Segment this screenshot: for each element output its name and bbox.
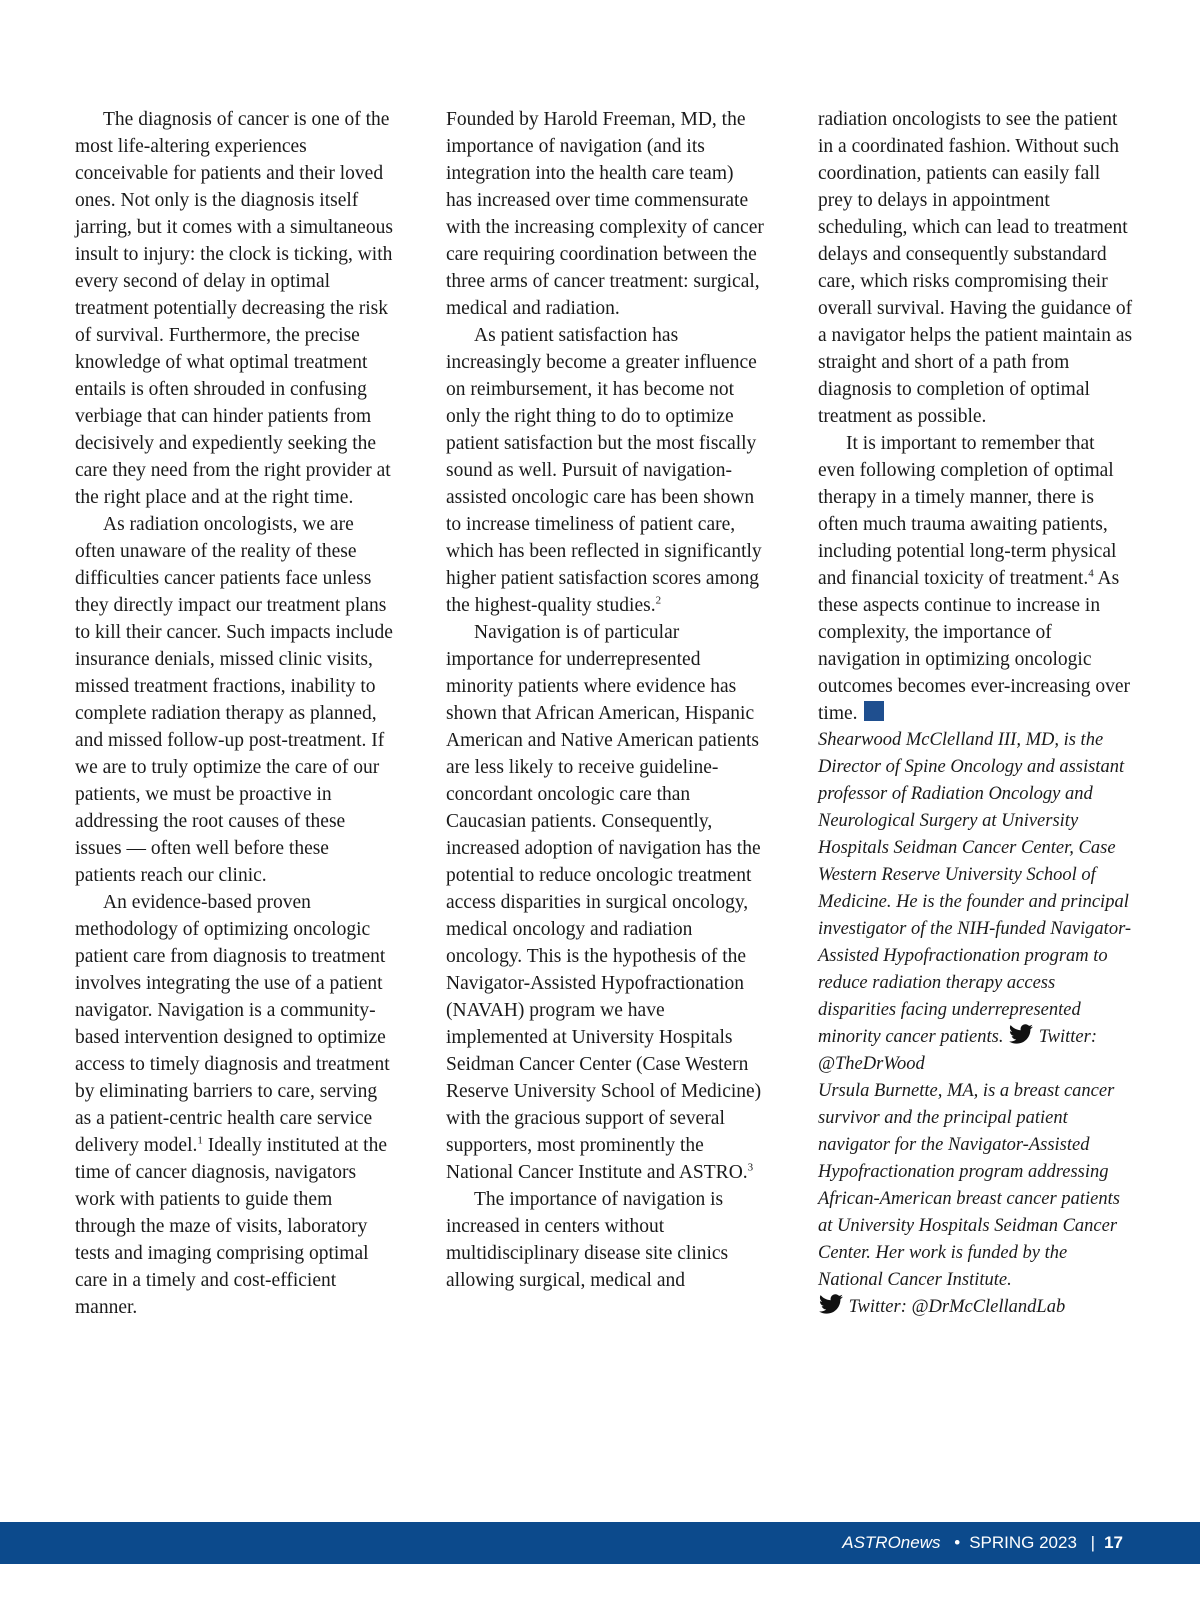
paragraph: As radiation oncologists, we are often unaware of the reality of these difficulties cancer patients face unless they directly impact our treatment plans to kill their cancer. Such impacts include insurance denials, missed clinic visits, missed treatment fractions, inability to complete radiation therapy as planned, and missed follow-up post-treatment. If we are to truly optimize the care of our patients, we must be proactive in addressing the root causes of these issues — often well before these patients reach our clinic.	[75, 514, 393, 886]
reference-number: 2	[655, 594, 662, 607]
paragraph-text: As patient satisfaction has increasingly become a greater influence on reimbursement, it has become not only the right thing to do to optimize patient satisfaction but the most fiscally sound as well. Pursuit of navigation-assisted oncologic care has been shown to increase timeliness of patient care, which has been reflected in significantly higher patient satisfaction scores among the highest-quality studies.	[446, 325, 762, 616]
paragraph: The importance of navigation is increased in centers without multidisciplinary disease site clinics allowing surgical, medical and	[446, 1189, 729, 1291]
astro-end-mark-icon	[864, 701, 884, 721]
twitter-handle[interactable]: Twitter: @DrMcClellandLab	[848, 1297, 1066, 1317]
footer-divider: |	[1090, 1533, 1096, 1552]
reference-number: 4	[1088, 567, 1094, 580]
issue-label: SPRING 2023	[969, 1533, 1077, 1552]
paragraph	[818, 430, 1136, 727]
reference-number: 3	[747, 1161, 754, 1174]
paragraph-text: An evidence-based proven methodology of optimizing oncologic patient care from diagnosis to treatment involves integrating the use of a patient navigator. Navigation is a community-based intervention designed to optimize access to timely diagnosis and treatment by eliminating barriers to care, serving as a patient-centric health care service delivery model.	[75, 892, 390, 1156]
twitter-icon[interactable]	[1008, 1024, 1034, 1046]
paragraph: radiation oncologists to see the patient in a coordinated fashion. Without such coordination, patients can easily fall prey to delays in appointment scheduling, which can lead to treatment delays and consequently substandard care, which risks compromising their overall survival. Having the guidance of a navigator helps the patient maintain as straight and short of a path from diagnosis to completion of optimal treatment as possible.	[818, 109, 1133, 427]
paragraph-text: Navigation is of particular importance for underrepresented minority patients where evidence has shown that African American, Hispanic American and Native American patients are less likely to receive guideline-concordant oncologic care than Caucasian patients. Consequently, increased adoption of navigation has the potential to reduce oncologic treatment access disparities in surgical oncology, medical oncology and radiation oncology. This is the hypothesis of the Navigator-Assisted Hypofractionation (NAVAH) program we have implemented at University Hospitals Seidman Cancer Center (Case Western Reserve University School of Medicine) with the gracious support of several supporters, most prominently the National Cancer Institute and ASTRO.	[446, 622, 762, 1183]
publication-name: ASTROnews	[842, 1533, 941, 1552]
paragraph-text: It is important to remember that even following completion of optimal therapy in a timely manner, there is often much trauma awaiting patients, including potential long-term physical and financial toxicity of treatment.	[818, 433, 1117, 589]
article-column-2	[446, 106, 764, 1294]
author-bio	[818, 1078, 1136, 1321]
page-number: 17	[1104, 1533, 1123, 1552]
twitter-icon[interactable]	[818, 1294, 844, 1316]
bio-text: Ursula Burnette, MA, is a breast cancer survivor and the principal patient navigator for the Navigator-Assisted Hypofractionation program addressing African-American breast cancer patients at University Hospitals Seidman Cancer Center. Her work is funded by the National Cancer Institute.	[818, 1081, 1120, 1290]
article-column-3	[818, 106, 1136, 1321]
paragraph	[446, 619, 764, 1186]
twitter-handle[interactable]: Twitter: @TheDrWood	[818, 1027, 1097, 1074]
paragraph: The diagnosis of cancer is one of the most life-altering experiences conceivable for patients and their loved ones. Not only is the diagnosis itself jarring, but it comes with a simultaneous insult to injury: the clock is ticking, with every second of delay in optimal treatment potentially decreasing the risk of survival. Furthermore, the precise knowledge of what optimal treatment entails is often shrouded in confusing verbiage that can hinder patients from decisively and expediently seeking the care they need from the right provider at the right place and at the right time.	[75, 109, 393, 508]
paragraph	[75, 889, 393, 1321]
article-column-1	[75, 106, 393, 1321]
paragraph	[446, 322, 764, 619]
footer-text	[842, 1522, 1123, 1564]
paragraph-text: As these aspects continue to increase in complexity, the importance of navigation in optimizing oncologic outcomes becomes ever-increasing over time.	[818, 568, 1131, 724]
footer-bar	[0, 1522, 1200, 1564]
paragraph-text: Ideally instituted at the time of cancer diagnosis, navigators work with patients to guide them through the maze of visits, laboratory tests and imaging comprising optimal care in a timely and cost-efficient manner.	[75, 1135, 388, 1318]
reference-number: 1	[197, 1134, 203, 1147]
footer-bullet: •	[954, 1533, 961, 1552]
paragraph: Founded by Harold Freeman, MD, the importance of navigation (and its integration into the health care team) has increased over time commensurate with the increasing complexity of cancer care requiring coordination between the three arms of cancer treatment: surgical, medical and radiation.	[446, 109, 764, 319]
author-bio	[818, 727, 1136, 1078]
bio-text: Shearwood McClelland III, MD, is the Director of Spine Oncology and assistant professor of Radiation Oncology and Neurological Surgery at University Hospitals Seidman Cancer Center, Case Western Reserve University School of Medicine. He is the founder and principal investigator of the NIH-funded Navigator-Assisted Hypofractionation program to reduce radiation therapy access disparities facing underrepresented minority cancer patients.	[818, 730, 1132, 1047]
